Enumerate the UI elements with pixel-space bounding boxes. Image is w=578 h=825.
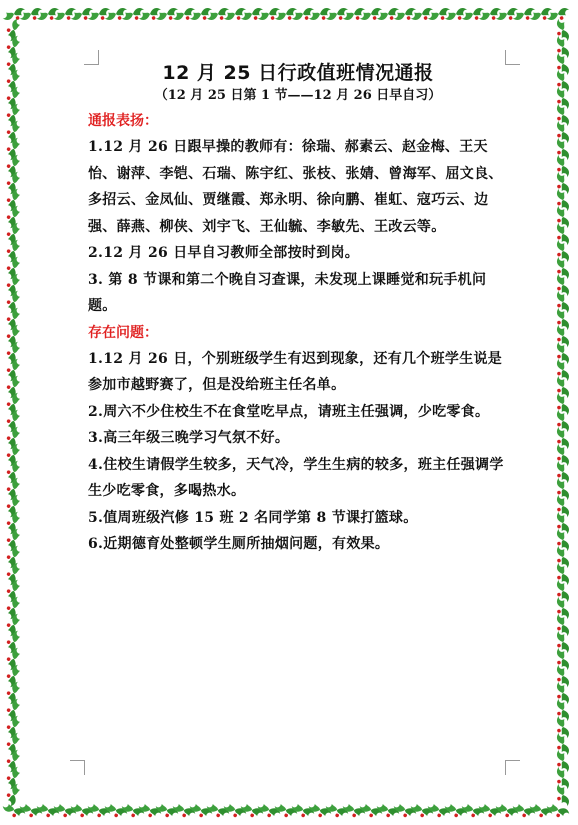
praise-item-1: 1.12 月 26 日跟早操的教师有：徐瑞、郝素云、赵金梅、王天怡、谢萍、李铠、石瑞、陈宇红、张枝、张婧、曾海军、屈文良、多招云、金凤仙、贾继霞、郑永明、徐向鹏、崔虹、寇巧云、边强、薛燕、柳侠、刘宇飞、王仙毓、李敏先、王改云等。 <box>88 139 503 235</box>
border-bottom <box>0 802 570 820</box>
issue-item-4: 4.住校生请假学生较多，天气冷，学生生病的较多，班主任强调学生少吃零食，多喝热水。 <box>88 456 504 499</box>
border-top <box>1 6 571 24</box>
border-left <box>4 16 22 807</box>
crop-mark-bottom-left <box>70 760 85 775</box>
document-title: 12 月 25 日行政值班情况通报 <box>162 62 434 84</box>
praise-heading: 通报表扬： <box>88 113 158 129</box>
issue-item-1: 1.12 月 26 日，个别班级学生有迟到现象，还有几个班学生说是参加市越野赛了，但是没给班主任名单。 <box>88 350 503 393</box>
crop-mark-bottom-right <box>505 760 520 775</box>
document-body <box>88 60 508 558</box>
document-subtitle: （12 月 25 日第 1 节——12 月 26 日早自习） <box>154 88 442 103</box>
issue-item-3: 3.高三年级三晚学习气氛不好。 <box>88 430 290 446</box>
issue-item-2: 2.周六不少住校生不在食堂吃早点，请班主任强调，少吃零食。 <box>88 403 490 420</box>
issues-heading: 存在问题： <box>88 324 158 341</box>
praise-item-2: 2.12 月 26 日早自习教师全部按时到岗。 <box>88 245 360 261</box>
issue-item-5: 5.值周班级汽修 15 班 2 名同学第 8 节课打篮球。 <box>88 509 418 526</box>
border-right <box>553 17 571 808</box>
praise-item-3: 3. 第 8 节课和第二个晚自习查课，未发现上课睡觉和玩手机问题。 <box>88 271 487 314</box>
issue-item-6: 6.近期德育处整顿学生厕所抽烟问题，有效果。 <box>88 536 390 552</box>
